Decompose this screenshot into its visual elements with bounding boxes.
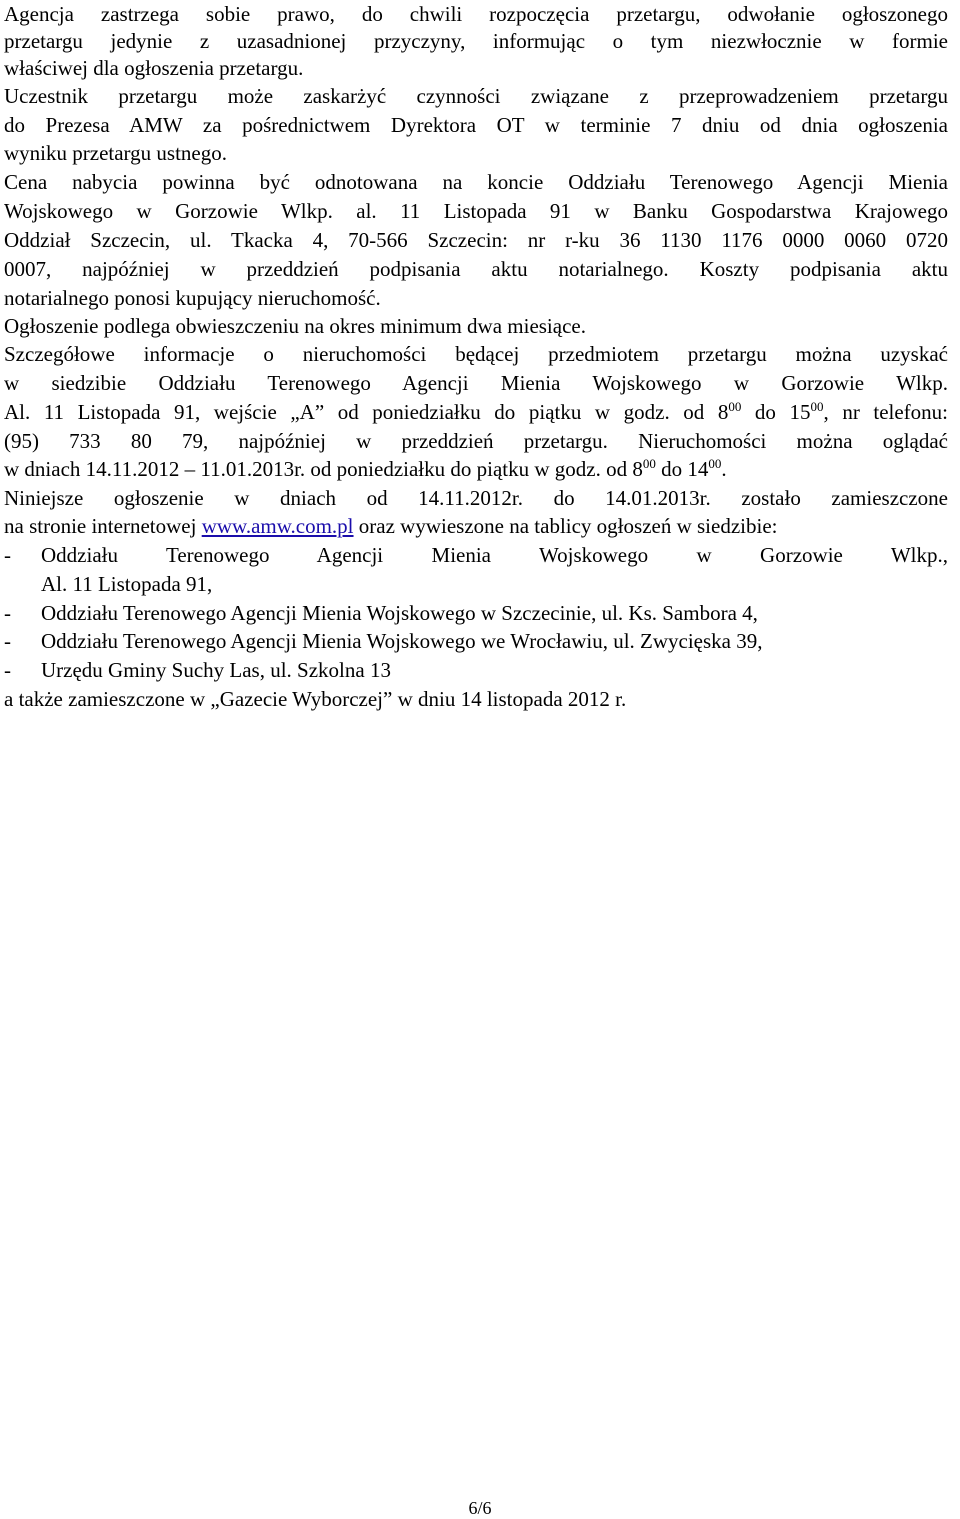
paragraph-line: Szczegółowe informacje o nieruchomości będącej przedmiotem przetargu można uzyskać [4,342,948,366]
list-item-text: Oddziału Terenowego Agencji Mienia Wojskowego w Gorzowie Wlkp., [41,543,948,567]
list-item-text: Al. 11 Listopada 91, [41,572,213,596]
list-item-text: Oddziału Terenowego Agencji Mienia Wojskowego we Wrocławiu, ul. Zwycięska 39, [41,629,763,653]
office-hours-text: , nr telefonu: [823,400,949,424]
amw-website-link[interactable]: www.amw.com.pl [201,514,354,538]
viewing-dates-line [4,455,948,484]
page-number: 6/6 [468,1498,492,1518]
paragraph-line: wyniku przetargu ustnego. [4,141,227,165]
viewing-dates-text: w dniach 14.11.2012 – 11.01.2013r. od poniedziałku do piątku w godz. od 8 [4,457,643,481]
list-item-text: Oddziału Terenowego Agencji Mienia Wojskowego w Szczecinie, ul. Ks. Sambora 4, [41,601,758,625]
paragraph-line: przetargu jedynie z uzasadnionej przyczyny, informując o tym niezwłocznie w formie [4,29,948,53]
superscript: 00 [810,399,824,414]
superscript: 00 [728,399,742,414]
list-dash: - [4,658,11,682]
office-hours-line [4,398,948,427]
superscript: 00 [642,456,656,471]
office-hours-text: do 15 [741,400,811,424]
list-item-text: Urzędu Gminy Suchy Las, ul. Szkolna 13 [41,658,391,682]
paragraph-line: a także zamieszczone w „Gazecie Wyborczej” w dniu 14 listopada 2012 r. [4,687,627,711]
paragraph-line: Wojskowego w Gorzowie Wlkp. al. 11 Listopada 91 w Banku Gospodarstwa Krajowego [4,199,948,223]
paragraph-line: do Prezesa AMW za pośrednictwem Dyrektora OT w terminie 7 dniu od dnia ogłoszenia [4,113,948,137]
paragraph-line: (95) 733 80 79, najpóźniej w przeddzień przetargu. Nieruchomości można oglądać [4,429,948,453]
paragraph-line: Oddział Szczecin, ul. Tkacka 4, 70-566 Szczecin: nr r-ku 36 1130 1176 0000 0060 0720 [4,228,948,252]
paragraph-line: Uczestnik przetargu może zaskarżyć czynności związane z przeprowadzeniem przetargu [4,84,948,108]
list-item [4,656,948,685]
paragraph-line: Ogłoszenie podlega obwieszczeniu na okres minimum dwa miesiące. [4,314,586,338]
list-item [4,599,948,628]
list-item [4,627,948,656]
paragraph-line: 0007, najpóźniej w przeddzień podpisania aktu notarialnego. Koszty podpisania aktu [4,257,948,281]
list-dash: - [4,601,11,625]
website-text: na stronie internetowej [4,514,202,538]
paragraph-line: Cena nabycia powinna być odnotowana na koncie Oddziału Terenowego Agencji Mienia [4,170,948,194]
paragraph-line: Agencja zastrzega sobie prawo, do chwili rozpoczęcia przetargu, odwołanie ogłoszonego [4,2,948,26]
list-item [4,541,948,570]
superscript: 00 [708,456,722,471]
website-line [4,512,948,541]
office-hours-text: Al. 11 Listopada 91, wejście „A” od poniedziałku do piątku w godz. od 8 [4,400,729,424]
paragraph-line: Niniejsze ogłoszenie w dniach od 14.11.2012r. do 14.01.2013r. zostało zamieszczone [4,486,948,510]
website-text: oraz wywieszone na tablicy ogłoszeń w siedzibie: [353,514,778,538]
list-dash: - [4,543,11,567]
viewing-dates-text: do 14 [655,457,709,481]
viewing-dates-text: . [721,457,727,481]
list-dash: - [4,629,11,653]
paragraph-line: notarialnego ponosi kupujący nieruchomość. [4,286,381,310]
list-item-continuation [4,570,948,599]
paragraph-line: w siedzibie Oddziału Terenowego Agencji Mienia Wojskowego w Gorzowie Wlkp. [4,371,948,395]
paragraph-line: właściwej dla ogłoszenia przetargu. [4,56,304,80]
